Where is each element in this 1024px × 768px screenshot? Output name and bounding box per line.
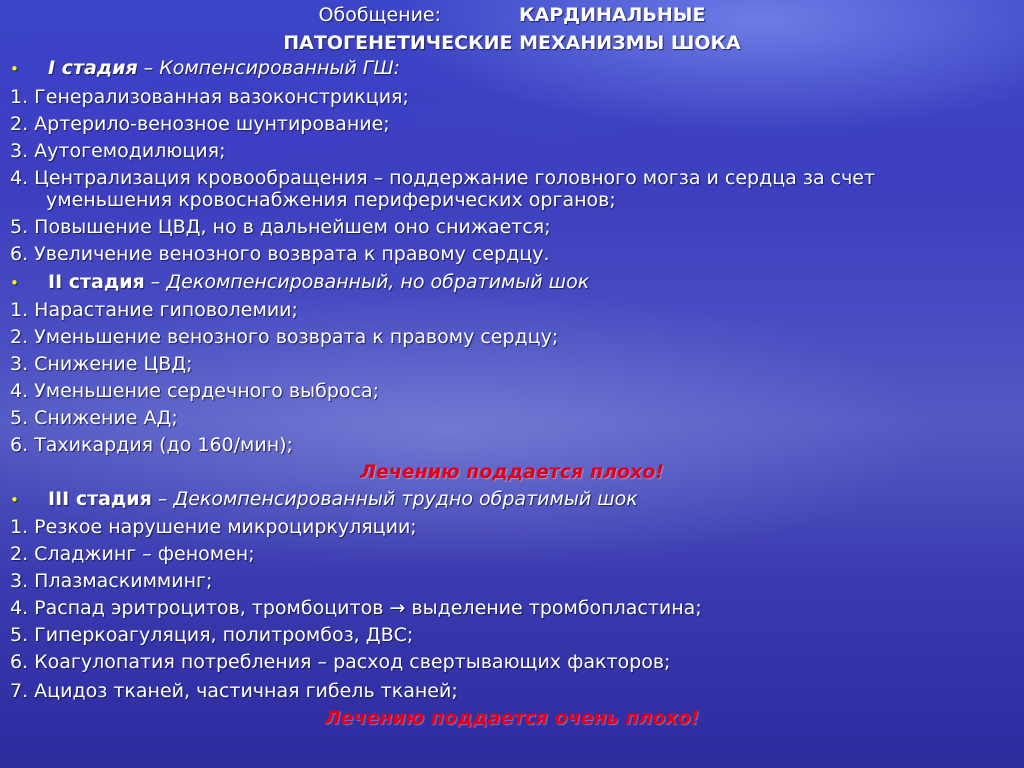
stage-1-item: 2. Артерило-венозное шунтирование;	[10, 113, 390, 135]
stage-3-heading	[10, 486, 638, 513]
stage-1-dash: –	[137, 57, 160, 79]
stage-2-item: 2. Уменьшение венозного возврата к правому сердцу;	[10, 326, 559, 348]
title-text-1: КАРДИНАЛЬНЫЕ	[519, 4, 706, 26]
stage-1-item: 6. Увеличение венозного возврата к правому сердцу.	[10, 243, 550, 265]
title-prefix: Обобщение:	[318, 4, 442, 26]
stage-2-name: II стадия	[48, 271, 145, 293]
stage-3-item: 7. Ацидоз тканей, частичная гибель тканей;	[10, 680, 458, 702]
stage-2-item: 3. Снижение ЦВД;	[10, 353, 193, 375]
stage-3-name: III стадия	[48, 488, 152, 510]
stage-3-item: 5. Гиперкоагуляция, политромбоз, ДВС;	[10, 624, 414, 646]
stage-1-heading	[10, 55, 400, 82]
stage-1-item: 5. Повышение ЦВД, но в дальнейшем оно снижается;	[10, 216, 551, 238]
stage-1-desc: Компенсированный ГШ:	[159, 57, 401, 79]
stage-3-item: 4. Распад эритроцитов, тромбоцитов → выделение тромбопластина;	[10, 597, 702, 619]
stage-3-item: 2. Сладжинг – феномен;	[10, 543, 255, 565]
stage-3-item: 3. Плазмаскимминг;	[10, 570, 213, 592]
stage-2-item: 5. Снижение АД;	[10, 407, 178, 429]
stage-2-warning: Лечению поддается плохо!	[360, 461, 664, 483]
slide-title-line-2: ПАТОГЕНЕТИЧЕСКИЕ МЕХАНИЗМЫ ШОКА	[283, 32, 741, 54]
bullet-icon: •	[10, 491, 19, 509]
stage-1-item-continuation: уменьшения кровоснабжения периферических органов;	[46, 189, 616, 211]
stage-3-desc: Декомпенсированный трудно обратимый шок	[173, 488, 638, 510]
stage-2-dash: –	[144, 271, 167, 293]
stage-3-item: 6. Коагулопатия потребления – расход свертывающих факторов;	[10, 651, 671, 673]
bullet-icon: •	[10, 60, 19, 78]
stage-1-item: 4. Централизация кровообращения – поддержание головного могза и сердца за счет	[10, 167, 876, 189]
stage-2-desc: Декомпенсированный, но обратимый шок	[166, 271, 590, 293]
stage-1-item: 1. Генерализованная вазоконстрикция;	[10, 86, 409, 108]
bullet-icon: •	[10, 274, 19, 292]
slide-title-line-1	[0, 1, 1024, 29]
stage-3-dash: –	[151, 488, 174, 510]
stage-2-item: 4. Уменьшение сердечного выброса;	[10, 380, 379, 402]
stage-2-heading	[10, 269, 589, 296]
stage-1-item: 3. Аутогемодилюция;	[10, 140, 226, 162]
stage-2-item: 6. Тахикардия (до 160/мин);	[10, 434, 293, 456]
stage-3-item: 1. Резкое нарушение микроциркуляции;	[10, 516, 417, 538]
stage-3-warning: Лечению поддается очень плохо!	[324, 707, 700, 729]
stage-2-item: 1. Нарастание гиповолемии;	[10, 299, 298, 321]
stage-1-name: I стадия	[48, 57, 138, 79]
